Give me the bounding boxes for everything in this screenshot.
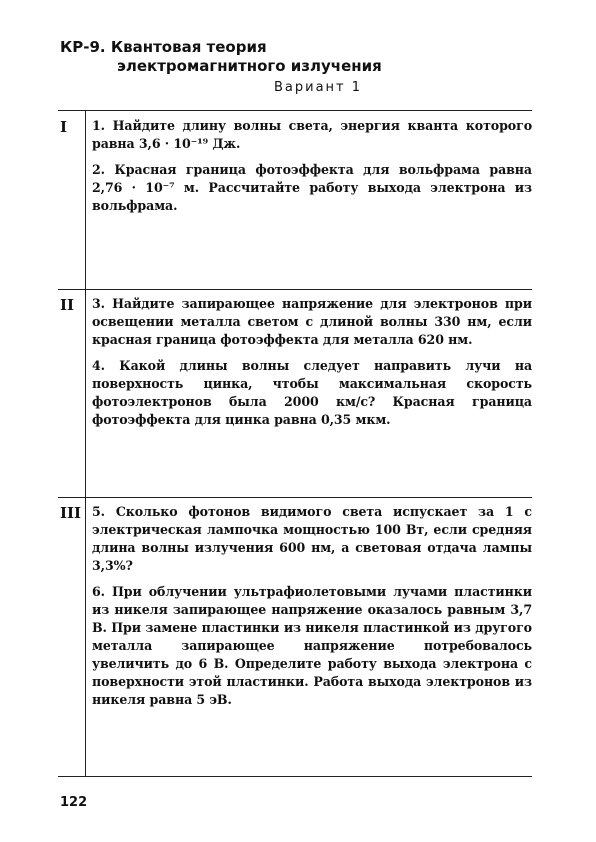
problem-2: 2. Красная граница фотоэффекта для вольфрама равна 2,76 · 10⁻⁷ м. Рассчитайте работу выхода электрона из вольфрама. (92, 162, 532, 213)
problem-1: 1. Найдите длину волны света, энергия кванта которого равна 3,6 · 10⁻¹⁹ Дж. (92, 118, 532, 151)
problem-4: 4. Какой длины волны следует направить лучи на поверхность цинка, чтобы максимальная скорость фотоэлектронов была 2000 км/с? Красная граница фотоэффекта для цинка равна 0,35 мкм. (92, 358, 532, 427)
problem-5: 5. Сколько фотонов видимого света испускает за 1 с электрическая лампочка мощностью 100 Вт, если средняя длина волны излучения 600 нм, а световая отдача лампы 3,3%? (92, 504, 532, 573)
page-number: 122 (60, 795, 88, 810)
variant-label: Вариант 1 (273, 80, 363, 95)
table-bottom-rule (58, 776, 532, 777)
section-number-2: II (60, 296, 75, 314)
section-2 (92, 295, 532, 437)
title-line-1: КР-9. Квантовая теория (60, 38, 267, 56)
problem-3: 3. Найдите запирающее напряжение для электронов при освещении металла светом с длиной волны 330 нм, если красная граница фотоэффекта для металла 620 нм. (92, 296, 532, 347)
section-number-3: III (60, 504, 82, 522)
title-line-2: электромагнитного излучения (117, 57, 382, 75)
section-3 (92, 503, 532, 717)
table-top-rule (58, 110, 532, 111)
table-column-divider (85, 110, 86, 776)
problem-6: 6. При облучении ультрафиолетовыми лучами пластинки из никеля запирающее напряжение оказалось равным 3,7 В. При замене пластинки из никеля пластинкой из другого металла запирающее напряжение потребовалось увеличить до 6 В. Определите работу выхода электрона с поверхности этой пластинки. Работа выхода электронов из никеля равна 5 эВ. (92, 584, 532, 707)
table-rule-1 (58, 289, 532, 290)
page-title (60, 38, 382, 76)
section-1 (92, 117, 532, 223)
table-rule-2 (58, 497, 532, 498)
section-number-1: I (60, 118, 68, 136)
